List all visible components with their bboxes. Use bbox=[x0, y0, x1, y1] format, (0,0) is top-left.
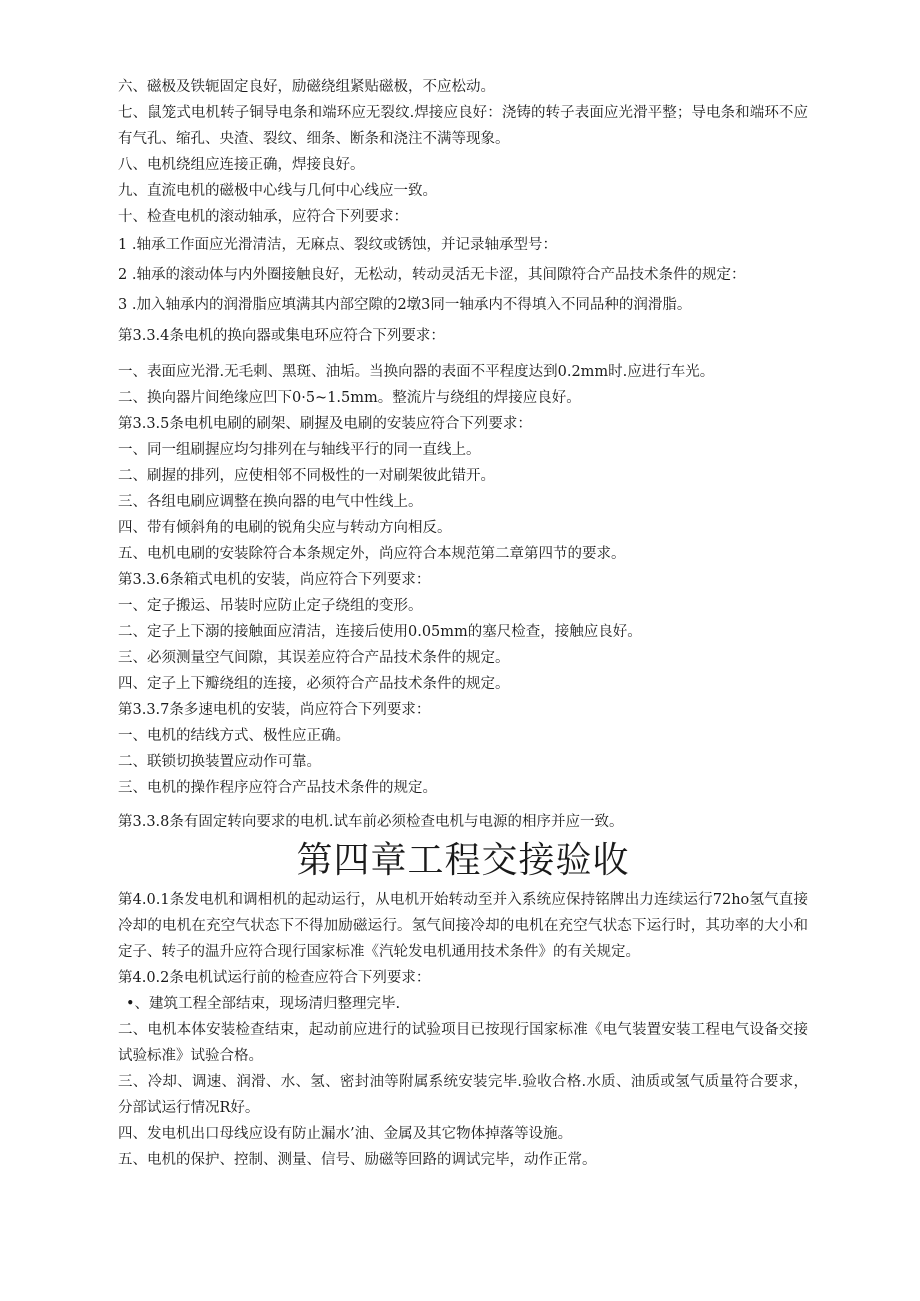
clause-4-0-1: 第4.0.1条发电机和调相机的起动运行，从电机开始转动至并入系统应保持铭牌出力连续运行72ho氢气直接冷却的电机在充空气状态下不得加励磁运行。氢气间接冷却的电机在充空气状态下运行时，其功率的大小和定子、转子的温升应符合现行国家标准《汽轮发电机通用技术条件》的有关规定。 bbox=[118, 892, 808, 960]
chapter-four-title: 第四章工程交接验收 bbox=[296, 840, 630, 881]
item-six: 六、磁极及铁轭固定良好，励磁绕组紧贴磁极，不应松动。 bbox=[118, 79, 495, 95]
item-ten: 十、检查电机的滚动轴承，应符合下列要求： bbox=[118, 209, 408, 225]
document-page bbox=[118, 74, 808, 1173]
clause-3-3-6-item-3: 三、必须测量空气间隙，其误差应符合产品技术条件的规定。 bbox=[118, 650, 510, 666]
item-nine: 九、直流电机的磁极中心线与几何中心线应一致。 bbox=[118, 183, 437, 199]
bearing-item-2: 2 .轴承的滚动体与内外圈接触良好，无松动，转动灵活无卡涩，其间隙符合产品技术条件的规定： bbox=[118, 267, 746, 283]
clause-4-0-2-item-4: 四、发电机出口母线应设有防止漏水’油、金属及其它物体掉落等设施。 bbox=[118, 1126, 573, 1142]
clause-4-0-2: 第4.0.2条电机试运行前的检查应符合下列要求： bbox=[118, 970, 431, 986]
clause-3-3-5-item-4: 四、带有倾斜角的电刷的锐角尖应与转动方向相反。 bbox=[118, 520, 452, 536]
clause-3-3-6: 第3.3.6条箱式电机的安装，尚应符合下列要求： bbox=[118, 572, 431, 588]
clause-3-3-4-item-1: 一、表面应光滑.无毛刺、黑斑、油垢。当换向器的表面不平程度达到0.2mm时.应进行车光。 bbox=[118, 364, 715, 380]
clause-3-3-5-item-3: 三、各组电刷应调整在换向器的电气中性线上。 bbox=[118, 494, 423, 510]
clause-3-3-7: 第3.3.7条多速电机的安装，尚应符合下列要求： bbox=[118, 702, 431, 718]
clause-4-0-2-item-5: 五、电机的保护、控制、测量、信号、励磁等回路的调试完毕，动作正常。 bbox=[118, 1152, 597, 1168]
clause-3-3-4: 第3.3.4条电机的换向器或集电环应符合下列要求： bbox=[118, 328, 445, 344]
clause-3-3-8: 第3.3.8条有固定转向要求的电机.试车前必须检查电机与电源的相序并应一致。 bbox=[118, 814, 624, 830]
bearing-item-3: 3 .加入轴承内的润滑脂应填满其内部空隙的2墩3同一轴承内不得填入不同品种的润滑脂。 bbox=[118, 297, 692, 313]
clause-3-3-5: 第3.3.5条电机电刷的刷架、刷握及电刷的安装应符合下列要求： bbox=[118, 416, 532, 432]
clause-3-3-7-item-1: 一、电机的结线方式、极性应正确。 bbox=[118, 728, 350, 744]
clause-3-3-5-item-1: 一、同一组刷握应均匀排列在与轴线平行的同一直线上。 bbox=[118, 442, 481, 458]
clause-4-0-2-item-1: •、建筑工程全部结束，现场清归整理完毕. bbox=[126, 996, 401, 1012]
clause-3-3-7-item-3: 三、电机的操作程序应符合产品技术条件的规定。 bbox=[118, 780, 437, 796]
clause-4-0-2-item-2: 二、电机本体安装检查结束，起动前应进行的试验项目已按现行国家标准《电气装置安装工程电气设备交接试验标准》试验合格。 bbox=[118, 1022, 808, 1064]
clause-3-3-5-item-2: 二、刷握的排列，应使相邻不同极性的一对刷架彼此错开。 bbox=[118, 468, 495, 484]
clause-3-3-6-item-2: 二、定子上下溺的接触面应清洁，连接后使用0.05mm的塞尺检查，接触应良好。 bbox=[118, 624, 642, 640]
clause-4-0-2-item-3: 三、冷却、调速、润滑、水、氢、密封油等附属系统安装完毕.验收合格.水质、油质或氢气质量符合要求，分部试运行情况R好。 bbox=[118, 1074, 808, 1116]
clause-3-3-6-item-1: 一、定子搬运、吊装时应防止定子绕组的变形。 bbox=[118, 598, 423, 614]
item-eight: 八、电机绕组应连接正确，焊接良好。 bbox=[118, 157, 365, 173]
clause-3-3-5-item-5: 五、电机电刷的安装除符合本条规定外，尚应符合本规范第二章第四节的要求。 bbox=[118, 546, 626, 562]
clause-3-3-6-item-4: 四、定子上下瓣绕组的连接，必须符合产品技术条件的规定。 bbox=[118, 676, 510, 692]
clause-3-3-7-item-2: 二、联锁切换装置应动作可靠。 bbox=[118, 754, 321, 770]
clause-3-3-4-item-2: 二、换向器片间绝缘应凹下0·5~1.5mm。整流片与绕组的焊接应良好。 bbox=[118, 390, 581, 406]
bearing-item-1: 1 .轴承工作面应光滑清洁，无麻点、裂纹或锈蚀，并记录轴承型号： bbox=[118, 237, 557, 253]
item-seven: 七、鼠笼式电机转子铜导电条和端环应无裂纹.焊接应良好：浇铸的转子表面应光滑平整；导电条和端环不应有气孔、缩孔、央渣、裂纹、细条、断条和浇注不满等现象。 bbox=[118, 105, 808, 147]
